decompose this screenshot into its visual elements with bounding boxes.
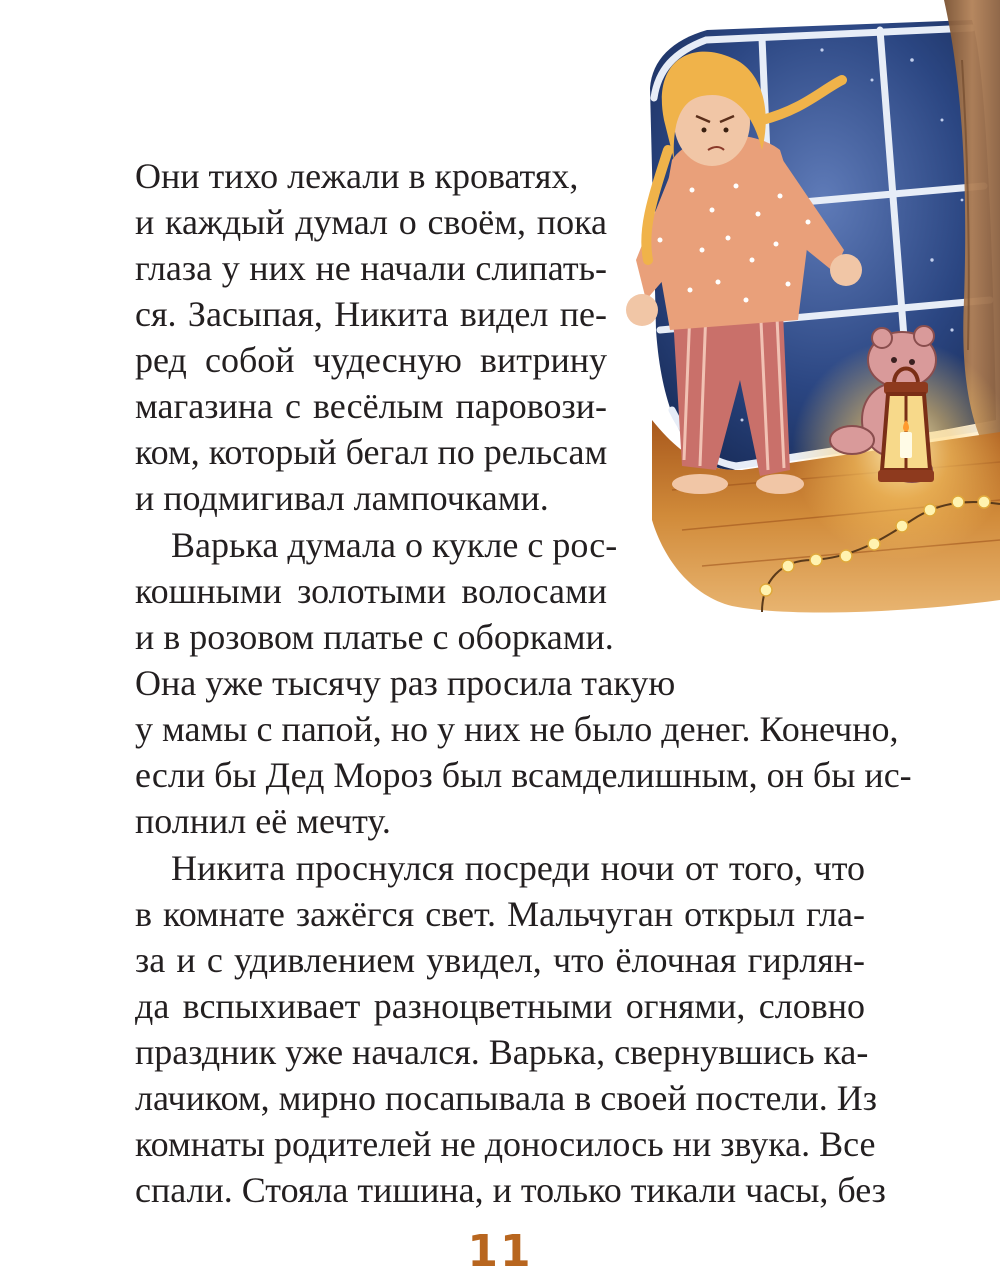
text-line: за и с удивлением увидел, что ёлочная гирлян- [135,940,865,980]
text-line: полнил её мечту. [135,801,391,841]
text-line: да вспыхивает разноцветными огнями, словно [135,986,865,1026]
text-line: Они тихо лежали в кроватях, [135,156,579,196]
text-line: и подмигивал лампочками. [135,478,549,518]
text-line: ред собой чудесную витрину [135,340,607,380]
text-line: ся. Засыпая, Никита видел пе- [135,294,607,334]
text-line: спали. Стояла тишина, и только тикали часы, без [135,1170,886,1210]
text-line: праздник уже начался. Варька, свернувшись ка- [135,1032,869,1072]
text-line: ком, который бегал по рельсам [135,432,608,472]
text-line: лачиком, мирно посапывала в своей постели. Из [135,1078,877,1118]
lantern [878,369,934,483]
text-line: и в розовом платье с оборками. [135,617,614,657]
text-line: магазина с весёлым паровози- [135,386,607,426]
text-line: у мамы с папой, но у них не было денег. Конечно, [135,709,899,749]
text-line: в комнате зажёгся свет. Мальчуган открыл гла- [135,894,865,934]
text-line: и каждый думал о своём, пока [135,202,607,242]
text-line: Она уже тысячу раз просила такую [135,663,676,703]
text-line: если бы Дед Мороз был всамделишным, он бы ис- [135,755,912,795]
text-line: кошными золотыми волосами [135,571,607,611]
text-line: Никита проснулся посреди ночи от того, что [171,848,865,888]
text-line: комнаты родителей не доносилось ни звука. Все [135,1124,876,1164]
text-line: Варька думала о кукле с рос- [171,525,618,565]
page-number: 11 [467,1226,533,1277]
text-line: глаза у них не начали слипать- [135,248,607,288]
illustration-girl-at-window [612,0,1000,618]
